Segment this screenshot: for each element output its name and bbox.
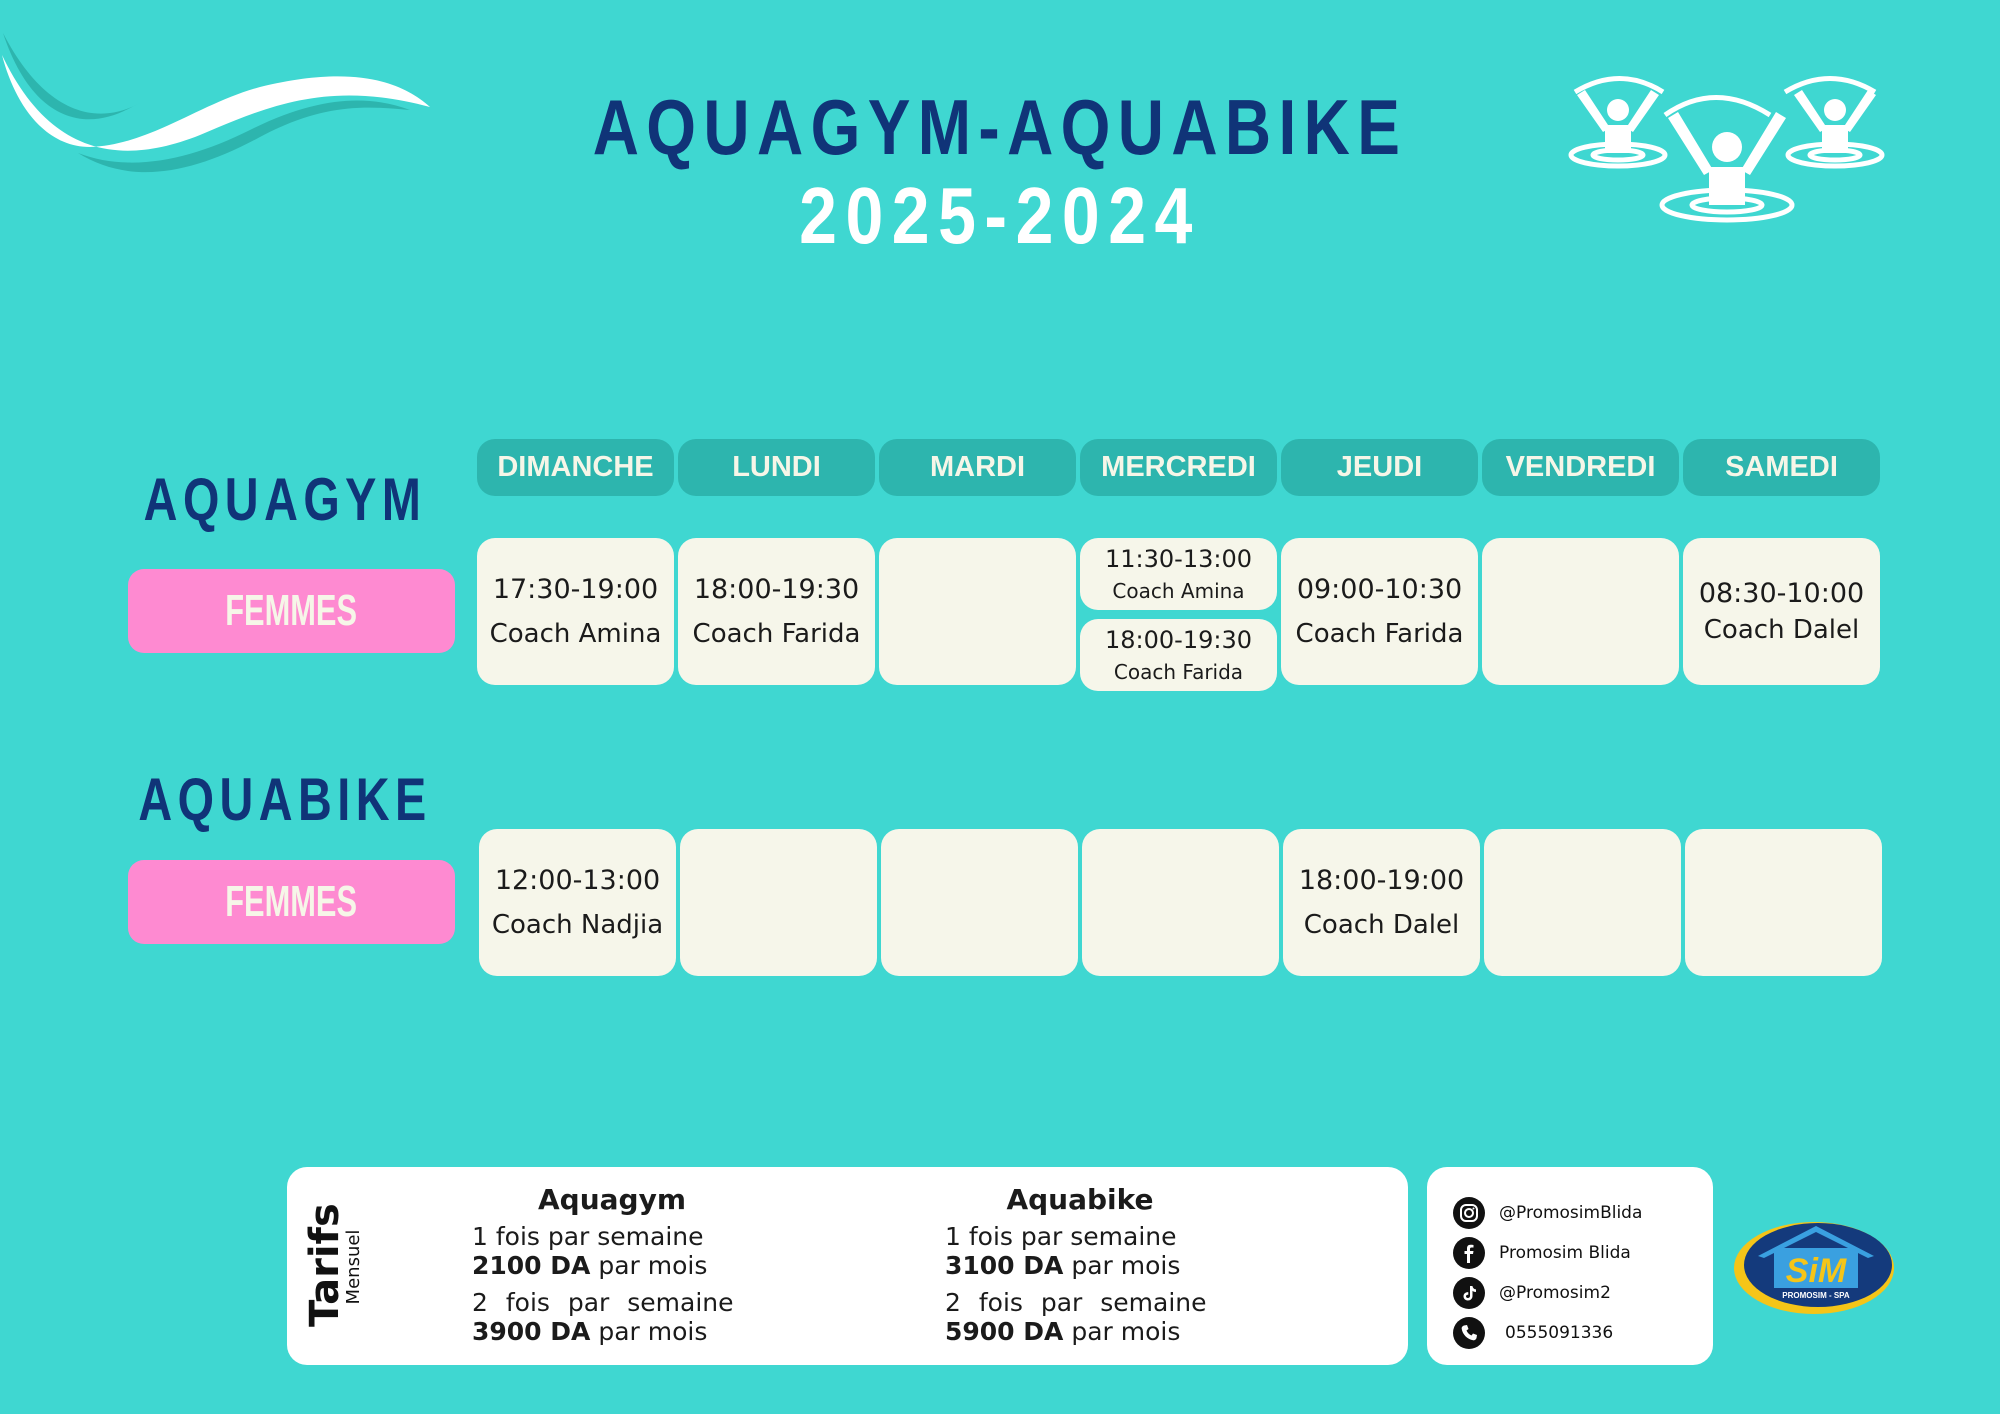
- tarifs-title: Tarifs: [302, 1203, 348, 1327]
- aquagym-slot-vendredi-empty: [1482, 538, 1679, 685]
- aquabike-slot-lundi-empty: [680, 829, 877, 976]
- aquagym-slot-mardi-empty: [879, 538, 1076, 685]
- phone-icon: [1453, 1317, 1485, 1349]
- day-header-samedi: SAMEDI: [1683, 439, 1880, 496]
- season-label: 2025-2024: [799, 171, 1201, 260]
- tarifs-panel: [287, 1167, 1408, 1365]
- aquagym-slot-dimanche: 17:30-19:00 Coach Amina: [477, 538, 674, 685]
- aquabike-slot-vendredi-empty: [1484, 829, 1681, 976]
- facebook-icon: [1453, 1237, 1485, 1269]
- instagram-icon: [1453, 1197, 1485, 1229]
- day-header-jeudi: JEUDI: [1281, 439, 1478, 496]
- social-list: [1453, 1193, 1642, 1353]
- tarifs-subtitle: Mensuel: [343, 1229, 364, 1305]
- social-tiktok[interactable]: @Promosim2: [1453, 1273, 1642, 1313]
- day-header-mercredi: MERCREDI: [1080, 439, 1277, 496]
- promosim-logo: [1732, 1218, 1896, 1315]
- social-phone[interactable]: 0555091336: [1453, 1313, 1642, 1353]
- aquabike-slot-samedi-empty: [1685, 829, 1882, 976]
- aquagym-slot-mercredi-2: 18:00-19:30 Coach Farida: [1080, 619, 1277, 691]
- tarifs-heading-group: [302, 1203, 365, 1327]
- social-panel: [1427, 1167, 1713, 1365]
- day-header-mardi: MARDI: [879, 439, 1076, 496]
- aquagym-slot-mercredi-1: 11:30-13:00 Coach Amina: [1080, 538, 1277, 610]
- aquagym-slot-samedi: 08:30-10:00 Coach Dalel: [1683, 538, 1880, 685]
- day-header-dimanche: DIMANCHE: [477, 439, 674, 496]
- social-facebook[interactable]: Promosim Blida: [1453, 1233, 1642, 1273]
- aquagym-group-badge: FEMMES: [128, 569, 455, 653]
- aquagym-slot-jeudi: 09:00-10:30 Coach Farida: [1281, 538, 1478, 685]
- logo-emblem-icon: [1732, 1218, 1896, 1315]
- tarif-aquabike: Aquabike 1 fois par semaine 3100 DA par mois 2 fois par semaine 5900 DA par mois: [945, 1183, 1207, 1346]
- aquabike-slot-jeudi: 18:00-19:00 Coach Dalel: [1283, 829, 1480, 976]
- svg-text:SiM: SiM: [1785, 1252, 1847, 1290]
- svg-text:PROMOSIM - SPA: PROMOSIM - SPA: [1782, 1291, 1850, 1300]
- aquabike-section-label: AQUABIKE: [138, 766, 432, 833]
- aquagym-slot-lundi: 18:00-19:30 Coach Farida: [678, 538, 875, 685]
- aquagym-section-label: AQUAGYM: [143, 466, 427, 533]
- tiktok-icon: [1453, 1277, 1485, 1309]
- tarif-aquagym: Aquagym 1 fois par semaine 2100 DA par mois 2 fois par semaine 3900 DA par mois: [472, 1183, 734, 1346]
- social-instagram[interactable]: @PromosimBlida: [1453, 1193, 1642, 1233]
- aqua-swimmers-icon: [1565, 70, 1895, 230]
- aquabike-slot-mardi-empty: [881, 829, 1078, 976]
- aquabike-group-badge: FEMMES: [128, 860, 455, 944]
- day-header-lundi: LUNDI: [678, 439, 875, 496]
- day-header-vendredi: VENDREDI: [1482, 439, 1679, 496]
- page-title: AQUAGYM-AQUABIKE: [592, 83, 1408, 171]
- aquabike-slot-dimanche: 12:00-13:00 Coach Nadjia: [479, 829, 676, 976]
- aquabike-slot-mercredi-empty: [1082, 829, 1279, 976]
